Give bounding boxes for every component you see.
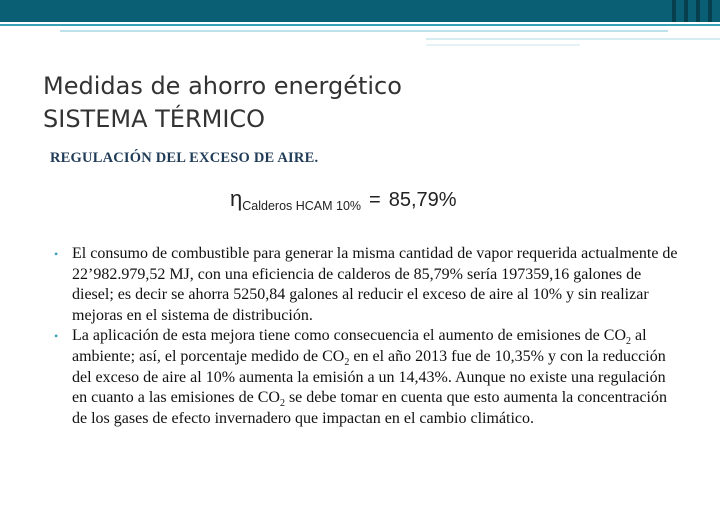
bullet-text-part: al ambiente; así, el porcentaje medido de CO xyxy=(72,327,647,365)
header-accent-stripe xyxy=(684,0,688,22)
formula-value: 85,79% xyxy=(388,189,457,211)
eta-symbol: η xyxy=(230,186,243,211)
co2-subscript: 2 xyxy=(279,398,285,410)
co2-subscript: 2 xyxy=(626,336,631,348)
decorative-line xyxy=(426,38,720,40)
bullet-marker: • xyxy=(54,329,59,344)
bullet-text xyxy=(72,327,667,426)
efficiency-formula xyxy=(230,186,457,216)
bullet-text-part: La aplicación de esta mejora tiene como consecuencia el aumento de emisiones de CO xyxy=(72,327,626,345)
bullet-list xyxy=(52,244,680,429)
decorative-line xyxy=(426,44,580,46)
bullet-marker: • xyxy=(54,247,59,261)
bullet-text-part: se debe tomar en cuenta que esto aumenta la concentración de los gases de efecto invernadero que impactan en el cambio climático. xyxy=(72,389,667,427)
slide-title-line2: SISTEMA TÉRMICO xyxy=(43,105,266,133)
decorative-line xyxy=(60,30,668,32)
header-accent-stripe xyxy=(672,0,676,22)
bullet-item xyxy=(52,326,680,429)
formula-equals: = xyxy=(369,189,381,211)
section-heading: REGULACIÓN DEL EXCESO DE AIRE. xyxy=(50,150,319,166)
header-bar xyxy=(0,0,720,22)
bullet-item xyxy=(52,244,680,326)
formula-subscript: Calderos HCAM 10% xyxy=(242,199,362,213)
bullet-text-part: en el año 2013 fue de 10,35% y con la reducción del exceso de aire al 10% aumenta la emisión a un 14,43%. Aunque no existe una regulación en cuanto a las emisiones de CO xyxy=(72,347,666,407)
co2-subscript: 2 xyxy=(344,357,350,369)
header-accent-stripe xyxy=(696,0,700,22)
header-accent-stripe xyxy=(708,0,712,22)
slide-title-line1: Medidas de ahorro energético xyxy=(43,72,402,100)
bullet-text: El consumo de combustible para generar la misma cantidad de vapor requerida actualmente de 22’982.979,52 MJ, con una eficiencia de calderos de 85,79% sería 197359,16 galones de diesel; es decir se ahorra 5250,84 galones al reducir el exceso de aire al 10% y sin realizar mejoras en el sistema de distribución. xyxy=(72,245,678,324)
slide-title xyxy=(43,70,663,136)
decorative-line xyxy=(0,24,720,26)
